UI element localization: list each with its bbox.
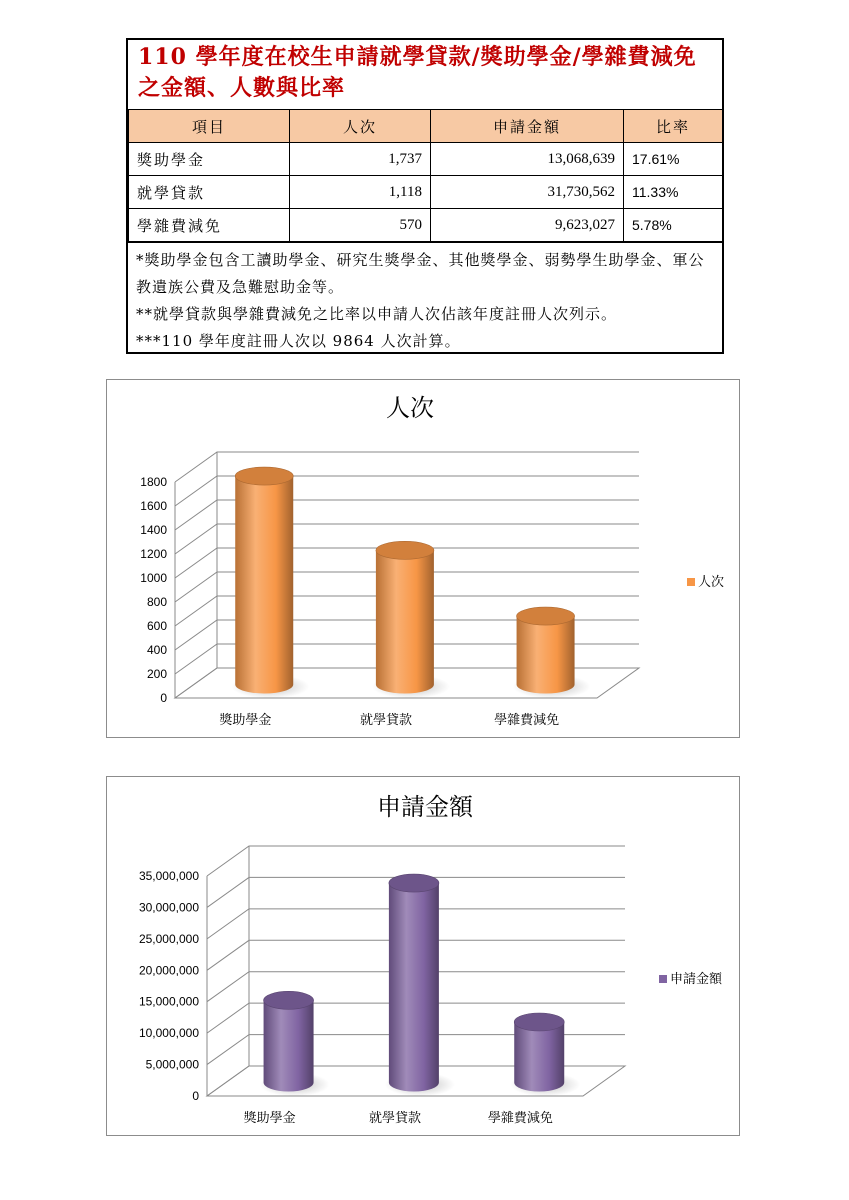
- chart-title: 人次: [386, 395, 434, 422]
- bar-top: [517, 607, 575, 625]
- bar: [389, 883, 439, 1091]
- header-rate: 比率: [624, 110, 723, 143]
- y-tick-label: 1400: [140, 523, 167, 537]
- bar-top: [235, 467, 293, 485]
- note-line: *獎助學金包含工讀助學金、研究生獎學金、其他獎學金、弱勢學生助學金、軍公教遺族公費及急難慰助金等。: [136, 251, 705, 296]
- bar: [264, 1000, 314, 1091]
- legend-swatch: [687, 578, 695, 586]
- y-tick-label: 1600: [140, 499, 167, 513]
- row-item: 就學貸款: [129, 176, 290, 209]
- y-tick-label: 35,000,000: [138, 869, 199, 883]
- x-category-label: 學雜費減免: [494, 712, 560, 727]
- amount-chart-svg: [107, 777, 739, 1135]
- chart-title: 申請金額: [377, 794, 473, 821]
- row-amount: 9,623,027: [431, 209, 624, 242]
- y-tick-label: 0: [192, 1089, 199, 1103]
- y-tick-label: 30,000,000: [138, 900, 199, 915]
- legend-swatch: [659, 975, 667, 983]
- y-tick-label: 5,000,000: [145, 1057, 199, 1072]
- header-amount: 申請金額: [431, 110, 624, 143]
- row-item: 獎助學金: [129, 143, 290, 176]
- count-chart-svg: [107, 380, 739, 737]
- legend-label: 申請金額: [670, 971, 723, 986]
- row-amount: 31,730,562: [431, 176, 624, 209]
- gridline: [207, 846, 625, 876]
- bar-top: [264, 991, 314, 1009]
- row-amount: 13,068,639: [431, 143, 624, 176]
- bar-top: [376, 541, 434, 559]
- table-row: [129, 176, 723, 209]
- y-tick-label: 600: [146, 619, 167, 633]
- bar: [514, 1022, 564, 1091]
- y-tick-label: 20,000,000: [138, 963, 199, 978]
- header-count: 人次: [290, 110, 431, 143]
- row-count: 1,118: [290, 176, 431, 209]
- summary-table-block: [126, 38, 724, 354]
- note-line: ***110 學年度註冊人次以 9864 人次計算。: [136, 332, 461, 350]
- table-row: [129, 209, 723, 242]
- header-item: 項目: [129, 110, 290, 143]
- y-tick-label: 0: [160, 691, 167, 705]
- table-row: [129, 143, 723, 176]
- y-tick-label: 1000: [140, 571, 167, 585]
- y-tick-label: 10,000,000: [138, 1026, 199, 1041]
- y-tick-label: 200: [146, 667, 167, 681]
- amount-chart: [106, 776, 740, 1136]
- y-tick-label: 1200: [140, 547, 167, 561]
- y-tick-label: 800: [146, 595, 167, 609]
- bar: [517, 616, 575, 693]
- row-rate: 5.78%: [624, 209, 723, 242]
- bar: [235, 476, 293, 693]
- document-title: 110 學年度在校生申請就學貸款/獎助學金/學雜費減免之金額、人數與比率: [138, 44, 697, 101]
- row-rate: 11.33%: [624, 176, 723, 209]
- table-header-row: [129, 110, 723, 143]
- bar-top: [514, 1013, 564, 1031]
- bar: [376, 550, 434, 693]
- bar-top: [389, 874, 439, 892]
- table-notes: [128, 242, 722, 355]
- count-chart: [106, 379, 740, 738]
- note-line: **就學貸款與學雜費減免之比率以申請人次佔該年度註冊人次列示。: [136, 305, 618, 323]
- x-category-label: 就學貸款: [359, 712, 413, 727]
- y-tick-label: 25,000,000: [138, 931, 199, 946]
- row-item: 學雜費減免: [129, 209, 290, 242]
- x-category-label: 學雜費減免: [487, 1110, 553, 1125]
- x-category-label: 獎助學金: [219, 712, 272, 727]
- row-count: 570: [290, 209, 431, 242]
- row-count: 1,737: [290, 143, 431, 176]
- x-category-label: 獎助學金: [243, 1110, 296, 1125]
- legend-label: 人次: [698, 574, 725, 589]
- y-tick-label: 15,000,000: [138, 994, 199, 1009]
- summary-table: [128, 109, 723, 242]
- row-rate: 17.61%: [624, 143, 723, 176]
- y-tick-label: 1800: [140, 475, 167, 489]
- x-category-label: 就學貸款: [368, 1110, 422, 1125]
- y-tick-label: 400: [146, 643, 167, 657]
